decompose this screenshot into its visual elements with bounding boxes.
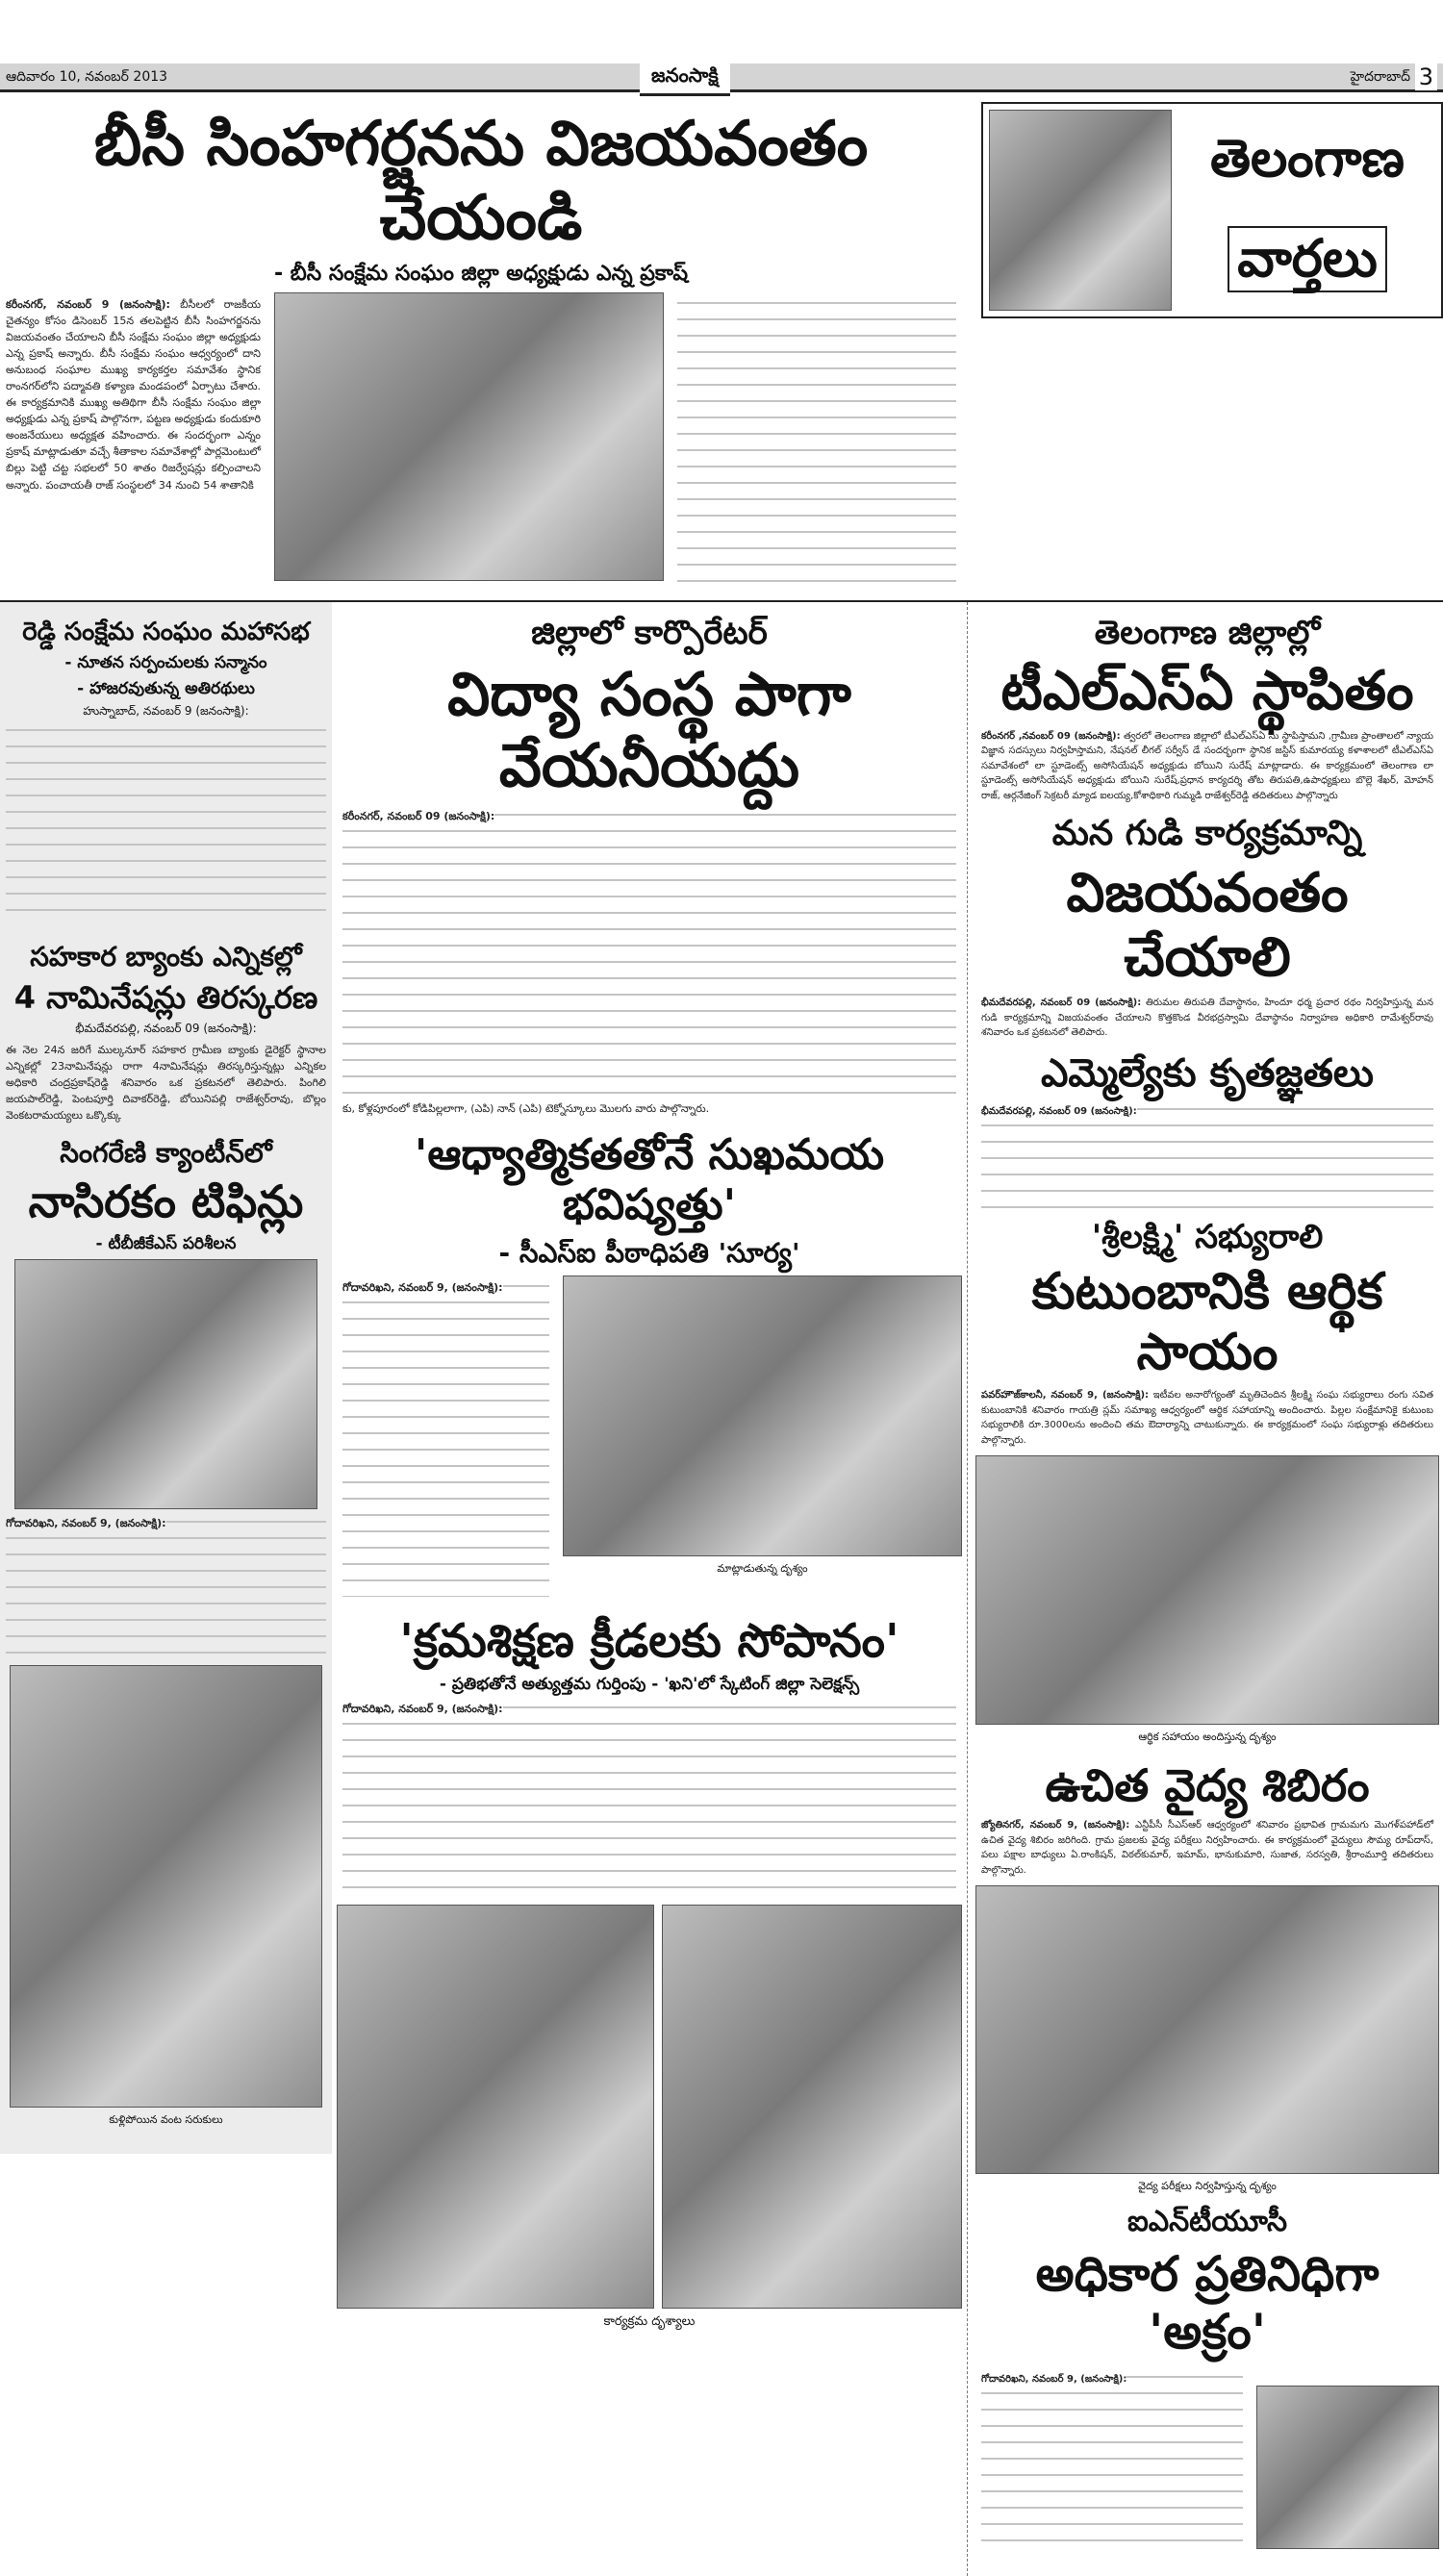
sports-photo-2 [662,1905,962,2309]
reddy-sub2: - హాజరవుతున్న అతిరథులు [77,678,255,698]
aid-headline: కుటుంబానికి ఆర్థిక సాయం [1031,1263,1383,1381]
canteen-kicker: సింగరేణి క్యాంటీన్‌లో [60,1136,272,1169]
canteen-dateline: గోదావరిఖని, నవంబర్ 9, (జనంసాక్షి): [6,1517,166,1530]
spirit-photo [563,1275,962,1556]
bank-dateline: భీమదేవరపల్లి, నవంబర్ 09 (జనంసాక్షి): [75,1022,257,1036]
middle-column [332,602,967,2337]
camp-photo [975,1885,1439,2174]
aid-caption: ఆర్థిక సహాయం అందిస్తున్న దృశ్యం [1138,1730,1277,1744]
corp-body: కరీంనగర్, నవంబర్ 09 (జనంసాక్షి): [342,808,956,1097]
lead-subheadline: - బీసీ సంక్షేమ సంఘం జిల్లా అధ్యక్షుడు ఎన్న ప్రకాష్ [273,261,689,286]
sports-caption: కార్యక్రమ దృశ్యాలు [603,2313,696,2329]
camp-caption: వైద్య పరీక్షలు నిర్వహిస్తున్న దృశ్యం [1138,2180,1277,2193]
mla-headline: ఎమ్మెల్యేకు కృతజ్ఞతలు [1040,1050,1375,1096]
telangana-news-banner [981,102,1443,318]
tlsa-body: కరీంనగర్ ,నవంబర్ 09 (జనంసాక్షి): త్వరలో తెలంగాణ జిల్లాలో టీఎల్ఎస్ఏ ను స్థాపిస్తామని ,గ్రామీణ ప్రాంతాలలో న్యాయ విజ్ఞాన సదస్సులు నిర్వహిస్తామని, నేషనల్ లీగల్ సర్వీస్ డే సందర్భంగా స్థానిక జస్టిస్ కుమారయ్య కళాశాలలో టీఎల్ఎస్ఏ సమావేశంలో లా స్టూడెంట్స్ అసోసియేషన్ అధ్యక్షుడు బోయిని సురేష్ మాట్లాడారు. ఈ కార్యక్రమంలో తెలంగాణ లా స్టూడెంట్స్ అసోసియేషన్ అధ్యక్షుడు బోయిని సురేష్,ప్రధాన కార్యదర్శి తోట తిరుపతి,ఉపాధ్యక్షులు బొల్లె శేఖర్, మోహన్ రాజ్, ఆర్గనేజింగ్ సెక్రటరీ మ్యాడ ఐలయ్య,కోశాధికారి గుమ్మడి రాజేశ్వర్‌రెడ్డి తదితరులు పాల్గొన్నారు [981,730,1434,801]
spirit-body: గోదావరిఖని, నవంబర్ 9, (జనంసాక్షి): [342,1279,549,1597]
corp-body-end: కు, కోళ్లపూరంలో కోడిపిల్లలాగా, (ఎపి) నాన్ (ఎపి) టెక్నోస్కూలు మొలగు వారు పాల్గొన్నారు. [342,1101,710,1115]
banner-line1: తెలంగాణ [1209,127,1405,189]
lead-photo [274,292,664,581]
canteen-sub: - టీబీజీకేఎస్ పరిశీలన [95,1233,237,1253]
canteen-caption: కుళ్లిపోయిన వంట సరుకులు [109,2113,223,2127]
camp-headline: ఉచిత వైద్య శిబిరం [1045,1759,1370,1812]
sports-body: గోదావరిఖని, నవంబర్ 9, (జనంసాక్షి): [342,1701,956,1893]
spirit-sub: - సీఎస్ఐ పీఠాధిపతి 'సూర్య' [498,1237,800,1270]
dateline: కరీంనగర్, నవంబర్ 9 (జనంసాక్షి): [6,297,170,311]
corp-headline: విద్యా సంస్థ పాగా వేయనీయద్దు [447,658,851,801]
right-column [967,602,1443,2576]
edition-city: హైదరాబాద్ [1350,69,1410,85]
aid-kicker: 'శ్రీలక్ష్మి' సభ్యురాలి [1091,1217,1324,1256]
reddy-headline: రెడ్డి సంక్షేమ సంఘం మహాసభ [22,617,310,646]
reddy-sub1: - నూతన సర్పంచులకు సన్మానం [64,653,267,673]
page-header [0,63,1443,92]
sports-photo-1 [337,1905,654,2309]
intuc-body: గోదావరిఖని, నవంబర్ 9, (జనంసాక్షి): [981,2370,1243,2553]
gudi-body: భీమదేవరపల్లి, నవంబర్ 09 (జనంసాక్షి): తిరుమల తిరుపతి దేవాస్థానం, హిందూ ధర్మ ప్రచార రథం నిర్వహిస్తున్న మన గుడి కార్యక్రమాన్ని విజయవంతం చేయాలని కొత్తకొండ వీరభద్రస్వామి దేవాస్థానం నిర్వాహణ అధికారి రామేశ్వర్‌రావు శనివారం ఒక ప్రకటనలో తెలిపారు. [981,998,1433,1039]
gudi-headline: విజయవంతం చేయాలి [1066,861,1349,989]
lead-body-continued [677,296,956,585]
bank-body: ఈ నెల 24న జరిగే ముల్కనూర్ సహకార గ్రామీణ బ్యాంకు డైరెక్టర్ స్థానాల ఎన్నికల్లో 23నామినేషన్లు రాగా 4నామినేషన్లు తిరస్కరిస్తున్నట్లు ఎన్నికల అధికారి చంద్రప్రకాష్‌రెడ్డి శనివారం ఒక ప్రకటనలో తెలిపారు. పింగిలి జయపాల్‌రెడ్డి, పెంటపూర్తి దివాకర్‌రెడ్డి, బోయినిపల్లి రాజేశ్వర్‌రావు, బొల్లం వెంకటరామయ్యలు ఒక్కొక్కు [6,1043,326,1122]
canteen-body [6,1515,326,1659]
canteen-headline: నాసిరకం టిఫిన్లు [28,1174,304,1227]
aid-photo [975,1455,1439,1725]
tlsa-headline: టీఎల్ఎస్ఏ స్థాపితం [1000,659,1414,722]
intuc-headline: అధికార ప్రతినిధిగా 'అక్రం' [1035,2246,1380,2361]
lead-section [0,102,1443,589]
bank-kicker: సహకార బ్యాంకు ఎన్నికల్లో [30,941,302,973]
intuc-photo [1256,2386,1439,2549]
corp-kicker: జిల్లాలో కార్పొరేటర్ [531,613,768,652]
sports-sub: - ప్రతిభతోనే అత్యుత్తమ గుర్తింపు - 'ఖని'లో స్కేటింగ్ జిల్లా సెలెక్షన్స్ [439,1675,860,1695]
camp-body: జ్యోతినగర్, నవంబర్ 9, (జనంసాక్షి): ఎన్టీపీసీ సీఎస్ఆర్ ఆధ్వర్యంలో శనివారం ప్రభావిత గ్రామమగు మొగళ్‌పహాడ్‌లో ఉచిత వైద్య శిబిరం జరిగింది. గ్రామ ప్రజలకు వైద్య పరీక్షలు నిర్వహించారు. ఈ కార్యక్రమంలో వైద్యులు సౌమ్య రూప్‌దాస్, పలు పక్షాల బాధ్యులు ఏ.రాంకిషన్, విఠల్‌కుమార్, ఇమామ్, భానుకుమారి, సుజాత, సరస్వతి, శ్రీరాంమూర్తి తదితరులు పాల్గొన్నారు. [981,1820,1433,1876]
bank-headline: 4 నామినేషన్లు తిరస్కరణ [13,978,318,1016]
intuc-kicker: ఐఎన్‌టీయూసీ [1127,2205,1288,2239]
issue-date: ఆదివారం 10, నవంబర్ 2013 [6,69,168,85]
tlsa-kicker: తెలంగాణ జిల్లాల్లో [1094,613,1321,652]
aid-body: పవర్‌హౌజ్‌కాలనీ, నవంబర్ 9, (జనంసాక్షి): ఇటీవల అనారోగ్యంతో మృతిచెందిన శ్రీలక్ష్మి సంఘ సభ్యురాలు రంగు సవిత కుటుంబానికి శనివారం గాయత్రి స్లమ్ సమాఖ్య ఆధ్వర్యంలో ఆర్థిక సహాయాన్ని అందించారు. పిల్లల సంక్షేమానికై కుటుంబ సభ్యురాలికి రూ.3000లను అందించి తమ ఔదార్యాన్ని చాటుకున్నారు. ఈ కార్యక్రమంలో సంఘ సభ్యురాళ్లు తదితరులు పాల్గొన్నారు. [981,1390,1433,1446]
canteen-photo-2 [10,1665,322,2108]
gudi-kicker: మన గుడి కార్యక్రమాన్ని [1051,814,1363,854]
masthead-logo: జనంసాక్షి [640,62,730,96]
reddy-body [6,723,326,925]
sports-headline: 'క్రమశిక్షణ క్రీడలకు సోపానం' [399,1613,899,1668]
spirit-caption: మాట్లాడుతున్న దృశ్యం [717,1561,808,1575]
left-column [0,602,332,2154]
lead-headline: బీసీ సింహగర్జనను విజయవంతం చేయండి [93,109,869,254]
reddy-dateline: హుస్నాబాద్, నవంబర్ 9 (జనంసాక్షి): [83,703,249,718]
canteen-photo-1 [14,1259,317,1509]
banner-line2: వార్తలు [1228,226,1387,292]
mla-body: భీమదేవరపల్లి, నవంబర్ 09 (జనంసాక్షి): [981,1102,1433,1208]
page-number: 3 [1415,63,1437,90]
spirit-headline: 'ఆధ్యాత్మికతతోనే సుఖమయ భవిష్యత్తు' [414,1129,885,1230]
fort-photo [989,110,1172,311]
lead-body: కరీంనగర్, నవంబర్ 9 (జనంసాక్షి): బీసీలలో రాజకీయ చైతన్యం కోసం డిసెంబర్ 15న తలపెట్టిన బీసీ సింహగర్జనను విజయవంతం చేయాలని బీసీ సంక్షేమ సంఘం జిల్లా అధ్యక్షుడు ఎన్న ప్రకాష్ అన్నారు. బీసీ సంక్షేమ సంఘం ఆధ్వర్యంలో దాని అనుబంధ సంఘాల ముఖ్య కార్యకర్తల సమావేశం స్థానిక రాంనగర్‌లోని పద్మావతి కళ్యాణ మండపంలో ఏర్పాటు చేశారు. ఈ కార్యక్రమానికి ముఖ్య అతిథిగా బీసీ సంక్షేమ సంఘం జిల్లా అధ్యక్షుడు ఎన్న ప్రకాష్ పాల్గొనగా, పట్టణ అధ్యక్షుడు కందుకూరి అంజనేయులు అధ్యక్షత వహించారు. ఈ సందర్భంగా ఎన్నం ప్రకాష్ మాట్లాడుతూ వచ్చే శీతాకాల సమావేశాల్లో పార్లమెంటులో బిల్లు పెట్టి చట్ట సభలలో 50 శాతం రిజర్వేషన్లు కల్పించాలని అన్నారు. పంచాయతీ రాజ్ సంస్థలలో 34 నుంచి 54 శాతానికి [6,297,261,492]
